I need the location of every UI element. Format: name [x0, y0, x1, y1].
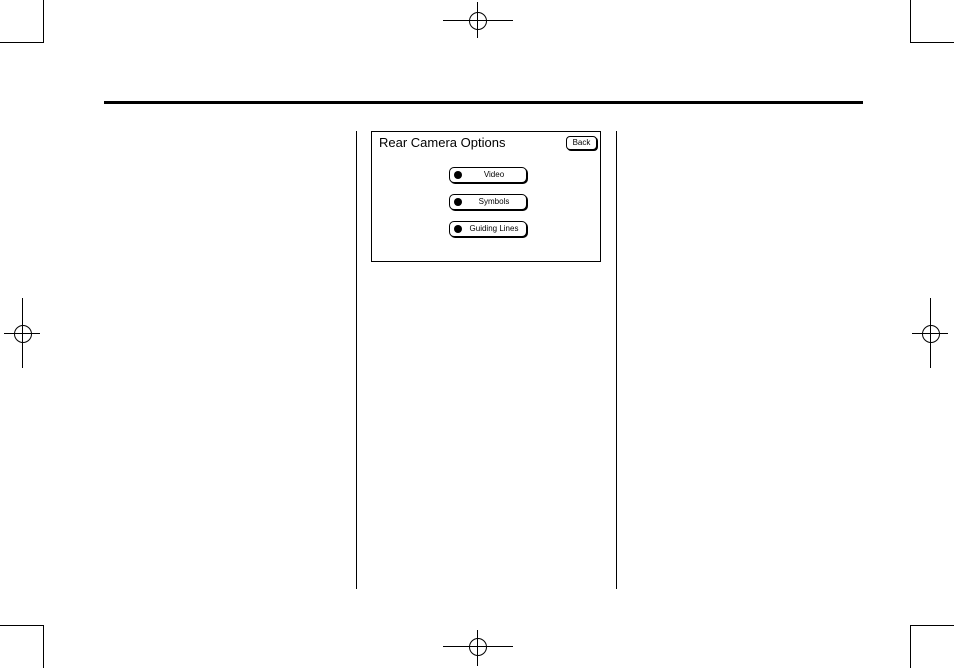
- rear-camera-options-screen: [371, 131, 601, 262]
- crop-mark-top-left-v: [43, 0, 44, 42]
- guiding-lines-option-label: Guiding Lines: [469, 224, 519, 233]
- radio-dot-icon: [454, 225, 462, 233]
- video-option-button[interactable]: [449, 167, 527, 183]
- video-option-label: Video: [483, 170, 505, 179]
- radio-dot-icon: [454, 198, 462, 206]
- registration-mark-bottom-circle: [469, 638, 487, 656]
- registration-mark-left-circle: [14, 325, 32, 343]
- crop-mark-bottom-left-h: [0, 625, 44, 626]
- crop-mark-bottom-right-v: [910, 626, 911, 668]
- registration-mark-right-circle: [922, 325, 940, 343]
- screen-title: Rear Camera Options: [379, 135, 506, 150]
- header-rule: [104, 101, 863, 104]
- crop-mark-top-right-v: [910, 0, 911, 42]
- guiding-lines-option-button[interactable]: [449, 221, 527, 237]
- column-divider-right: [616, 131, 617, 589]
- crop-mark-top-right-h: [910, 42, 954, 43]
- crop-mark-top-left-h: [0, 42, 44, 43]
- crop-mark-bottom-right-h: [910, 625, 954, 626]
- column-divider-left: [356, 131, 357, 589]
- symbols-option-button[interactable]: [449, 194, 527, 210]
- symbols-option-label: Symbols: [478, 197, 510, 206]
- crop-mark-bottom-left-v: [43, 626, 44, 668]
- radio-dot-icon: [454, 171, 462, 179]
- back-button[interactable]: Back: [566, 136, 597, 150]
- registration-mark-top-circle: [469, 12, 487, 30]
